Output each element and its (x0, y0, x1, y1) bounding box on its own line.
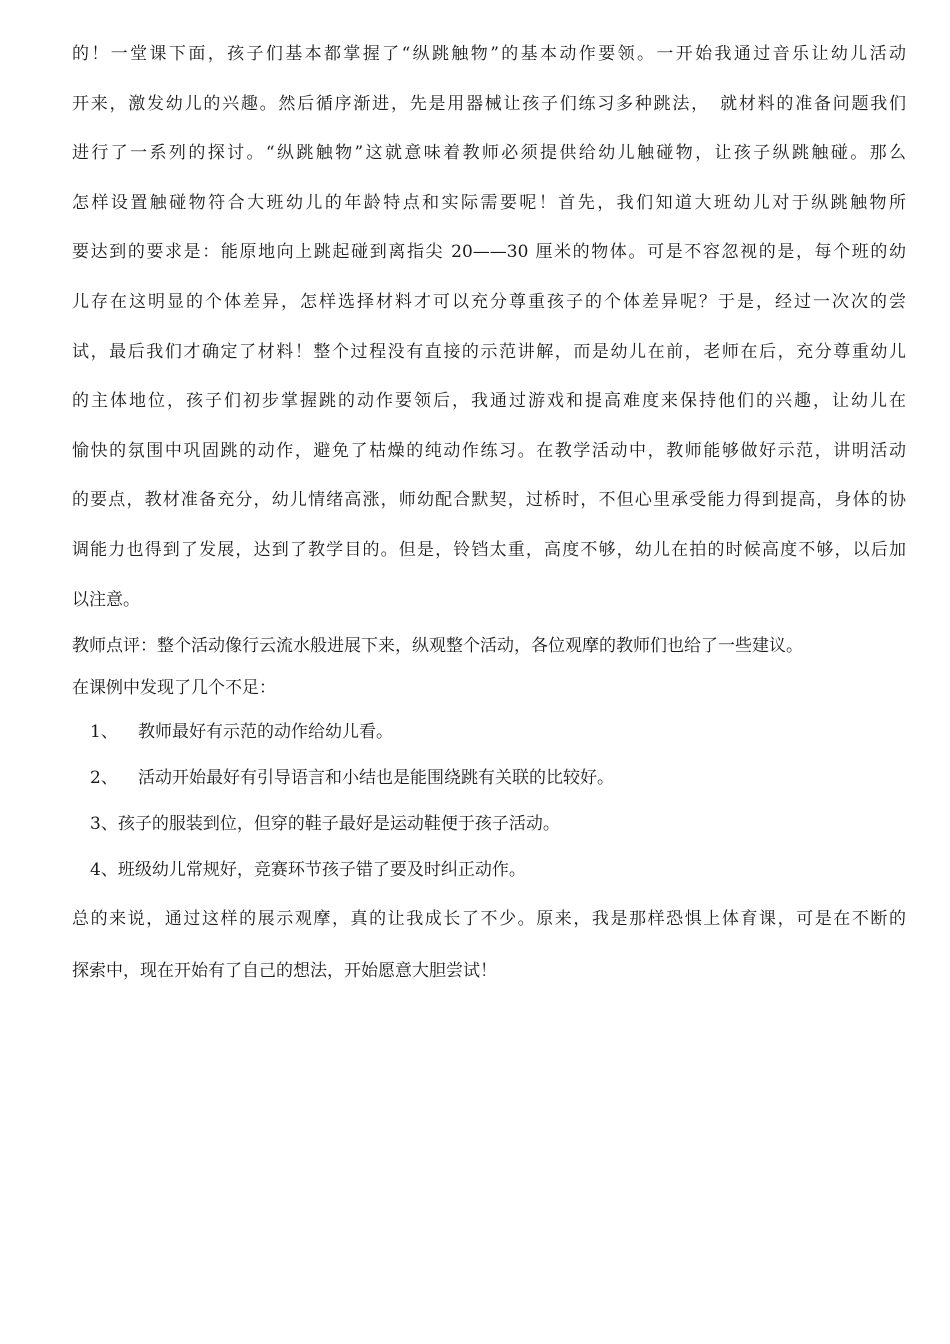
list-text: 教师最好有示范的动作给幼儿看。 (138, 722, 393, 743)
list-item (72, 755, 906, 801)
summary-paragraph (72, 893, 906, 997)
paragraph-line: 的要点，教材准备充分，幼儿情绪高涨，师幼配合默契，过桥时，不但心里承受能力得到提高，身体的协 (72, 490, 906, 511)
paragraph-line: 的主体地位，孩子们初步掌握跳的动作要领后，我通过游戏和提高难度来保持他们的兴趣，让幼儿在 (72, 391, 906, 412)
summary-line: 探索中，现在开始有了自己的想法，开始愿意大胆尝试！ (72, 961, 497, 982)
list-number: 3、 (90, 814, 118, 835)
paragraph-line: 要达到的要求是：能原地向上跳起碰到离指尖 20——30 厘米的物体。可是不容忽视的是，每个班的幼 (72, 242, 906, 263)
main-paragraph (72, 30, 906, 625)
document-page (72, 30, 906, 997)
list-number: 2、 (90, 768, 118, 789)
paragraph-line: 儿存在这明显的个体差异，怎样选择材料才可以充分尊重孩子的个体差异呢？于是，经过一次次的尝 (72, 291, 906, 312)
list-text: 孩子的服装到位，但穿的鞋子最好是运动鞋便于孩子活动。 (117, 814, 560, 835)
paragraph-line: 怎样设置触碰物符合大班幼儿的年龄特点和实际需要呢！首先，我们知道大班幼儿对于纵跳触物所 (72, 192, 906, 213)
paragraph-line: 进行了一系列的探讨。“纵跳触物”这就意味着教师必须提供给幼儿触碰物，让孩子纵跳触碰。那么 (72, 143, 906, 164)
list-item (72, 709, 906, 755)
list-number: 1、 (90, 722, 118, 743)
paragraph-line: 调能力也得到了发展，达到了教学目的。但是，铃铛太重，高度不够，幼儿在拍的时候高度不够，以后加 (72, 539, 906, 560)
shortcomings-list (72, 709, 906, 893)
list-item (72, 847, 906, 893)
paragraph-line: 的！一堂课下面，孩子们基本都掌握了“纵跳触物”的基本动作要领。一开始我通过音乐让幼儿活动 (72, 44, 906, 64)
list-text: 活动开始最好有引导语言和小结也是能围绕跳有关联的比较好。 (138, 768, 614, 789)
comment-line: 在课例中发现了几个不足： (72, 678, 276, 699)
paragraph-line: 愉快的氛围中巩固跳的动作，避免了枯燥的纯动作练习。在教学活动中，教师能够做好示范，讲明活动 (72, 440, 906, 461)
list-number: 4、 (90, 860, 118, 881)
list-item (72, 801, 906, 847)
paragraph-line: 以注意。 (72, 589, 140, 610)
paragraph-line: 试，最后我们才确定了材料！整个过程没有直接的示范讲解，而是幼儿在前，老师在后，充分尊重幼儿 (72, 341, 906, 362)
comment-line: 教师点评：整个活动像行云流水般进展下来，纵观整个活动，各位观摩的教师们也给了一些建议。 (72, 636, 803, 657)
list-text: 班级幼儿常规好，竞赛环节孩子错了要及时纠正动作。 (117, 860, 526, 881)
summary-line: 总的来说，通过这样的展示观摩，真的让我成长了不少。原来，我是那样恐惧上体育课，可是在不断的 (72, 909, 906, 930)
paragraph-line: 开来，激发幼儿的兴趣。然后循序渐进，先是用器械让孩子们练习多种跳法， 就材料的准备问题我们 (72, 93, 906, 114)
teacher-comment (72, 625, 906, 709)
